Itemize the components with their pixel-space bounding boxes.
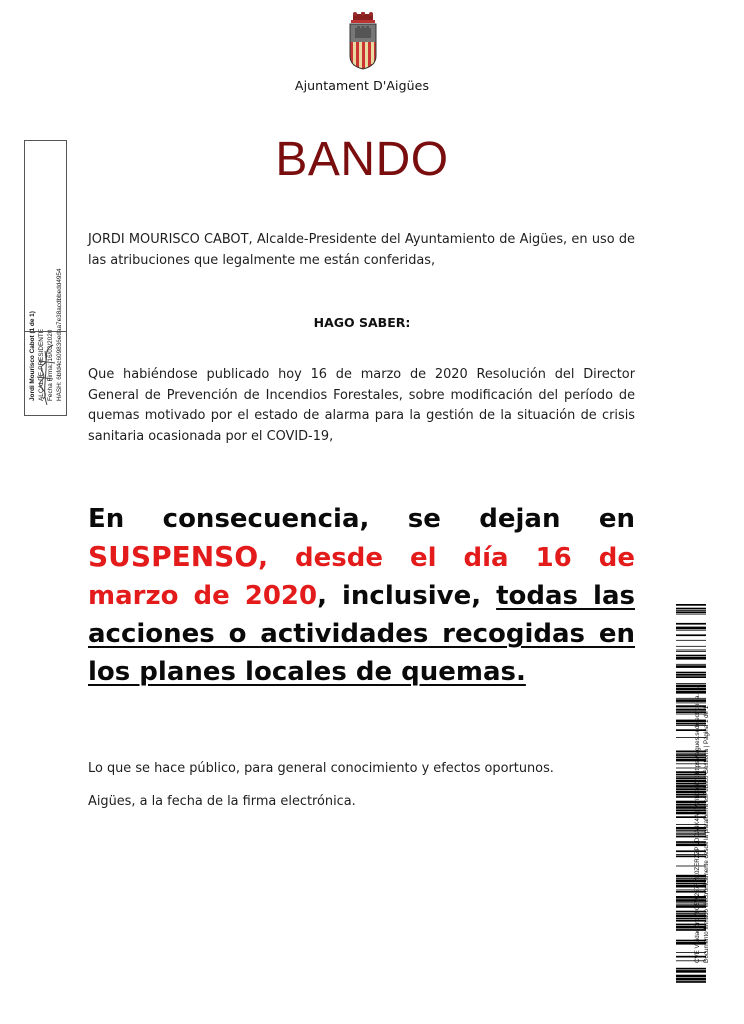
intro-paragraph: JORDI MOURISCO CABOT, Alcalde-Presidente del Ayuntamiento de Aigües, en uso de las atribuciones que legalmente me están conferidas, xyxy=(88,232,635,268)
section-heading: HAGO SABER: xyxy=(313,315,411,330)
municipal-coat-of-arms-icon xyxy=(346,12,380,70)
handwritten-signature-icon xyxy=(31,341,61,409)
date-highlight: desde el día 16 de marzo de 2020 xyxy=(88,543,635,611)
signature-box xyxy=(24,140,67,416)
place-date-line: Aigües, a la fecha de la firma electrónica. xyxy=(88,794,356,809)
main-text-part2: , inclusive, xyxy=(317,581,497,611)
underlined-scope: todas las acciones o actividades recogidas en los planes locales de quemas. xyxy=(88,581,635,687)
validation-code: CVE Validación: 79C5W257FYK0ZERZZPNDCA4K4A | Verificación: https://aigues.sedelectronica.es/ xyxy=(694,685,701,963)
signature-hash: HASH: 6bfd4c609836edaa7e38acdbbedd4954 xyxy=(56,268,63,401)
main-text-part1: En consecuencia, se dejan en xyxy=(88,504,635,534)
signer-name: Jordi Mourisco Cabot (1 de 1) xyxy=(29,311,36,401)
document-title: BANDO xyxy=(275,133,449,186)
organization-name: Ajuntament D'Aigües xyxy=(294,78,430,93)
signature-divider xyxy=(25,331,66,332)
validation-platform: Documento firmado electrónicamente desde la plataforma esPublico Gestiona | Página 1 de 1 xyxy=(702,705,710,963)
body-paragraph: Que habiéndose publicado hoy 16 de marzo de 2020 Resolución del Director General de Prevención de Incendios Forestales, sobre modificación del período de quemas motivado por el estado de alarma para la gestión de la situación de crisis sanitaria ocasionada por el COVID-19, xyxy=(88,367,635,444)
validation-info xyxy=(694,633,712,963)
main-announcement xyxy=(88,500,635,691)
closing-statement: Lo que se hace público, para general conocimiento y efectos oportunos. xyxy=(88,761,554,776)
signer-role: ALCALDE-PRESIDENTE xyxy=(38,328,45,401)
signature-date: Fecha Firma: 16/03/2020 xyxy=(47,329,54,401)
suspenso-highlight: SUSPENSO xyxy=(88,540,259,573)
suspenso-comma: , xyxy=(258,543,269,573)
